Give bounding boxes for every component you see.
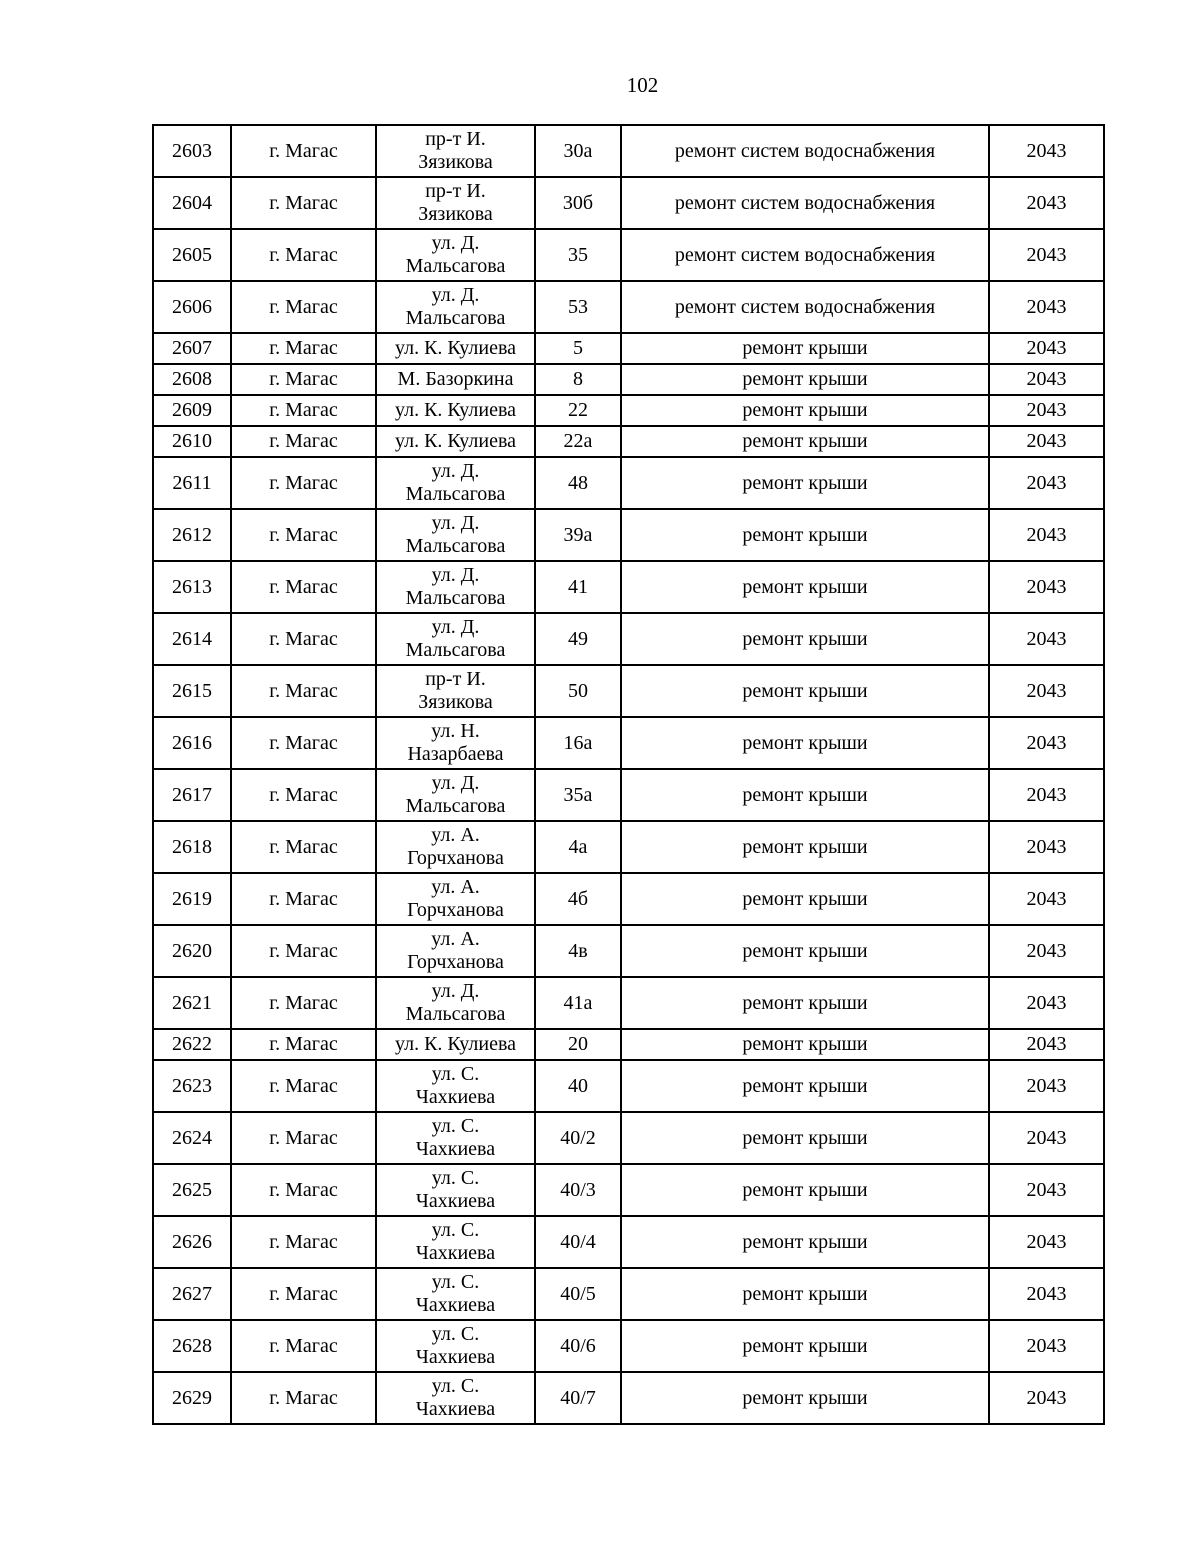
table-body (153, 125, 1104, 1424)
street-line: Мальсагова (405, 587, 506, 609)
table-row (153, 925, 1104, 977)
table-row (153, 613, 1104, 665)
cell-house: 35 (535, 229, 621, 281)
cell-city: г. Магас (231, 613, 376, 665)
cell-year: 2043 (989, 561, 1104, 613)
street-line: Чахкиева (415, 1242, 496, 1264)
cell-city: г. Магас (231, 561, 376, 613)
cell-street (376, 1372, 535, 1424)
cell-street (376, 125, 535, 177)
cell-street (376, 426, 535, 457)
cell-number: 2612 (153, 509, 231, 561)
cell-work-type: ремонт крыши (621, 613, 989, 665)
cell-city: г. Магас (231, 977, 376, 1029)
cell-year: 2043 (989, 977, 1104, 1029)
street-line: ул. А. (431, 876, 480, 898)
street-line: пр-т И. (425, 668, 486, 690)
street-line: Чахкиева (415, 1294, 496, 1316)
table-row (153, 229, 1104, 281)
cell-work-type: ремонт крыши (621, 1112, 989, 1164)
table-row (153, 1060, 1104, 1112)
cell-work-type: ремонт крыши (621, 1320, 989, 1372)
cell-year: 2043 (989, 1268, 1104, 1320)
street-line: ул. Д. (431, 980, 480, 1002)
cell-number: 2627 (153, 1268, 231, 1320)
street-line: ул. С. (431, 1271, 480, 1293)
cell-year: 2043 (989, 1164, 1104, 1216)
cell-house: 53 (535, 281, 621, 333)
street-line: Чахкиева (415, 1346, 496, 1368)
street-line: Горчханова (407, 847, 504, 869)
cell-work-type: ремонт крыши (621, 1029, 989, 1060)
street-line: М. Базоркина (397, 368, 514, 390)
cell-year: 2043 (989, 457, 1104, 509)
street-line: Чахкиева (415, 1190, 496, 1212)
street-line: Зязикова (418, 151, 493, 173)
cell-work-type: ремонт крыши (621, 873, 989, 925)
cell-number: 2615 (153, 665, 231, 717)
street-line: ул. Н. (431, 720, 480, 742)
cell-year: 2043 (989, 925, 1104, 977)
street-line: Мальсагова (405, 639, 506, 661)
cell-year: 2043 (989, 1216, 1104, 1268)
cell-work-type: ремонт крыши (621, 364, 989, 395)
cell-house: 50 (535, 665, 621, 717)
table-row (153, 457, 1104, 509)
cell-number: 2622 (153, 1029, 231, 1060)
cell-street (376, 977, 535, 1029)
cell-city: г. Магас (231, 395, 376, 426)
cell-house: 41 (535, 561, 621, 613)
cell-year: 2043 (989, 769, 1104, 821)
street-line: ул. К. Кулиева (394, 399, 516, 421)
street-line: Зязикова (418, 691, 493, 713)
cell-number: 2618 (153, 821, 231, 873)
street-line: ул. Д. (431, 564, 480, 586)
street-line: Мальсагова (405, 795, 506, 817)
cell-year: 2043 (989, 125, 1104, 177)
street-line: Чахкиева (415, 1086, 496, 1108)
cell-city: г. Магас (231, 1060, 376, 1112)
cell-year: 2043 (989, 177, 1104, 229)
table-row (153, 395, 1104, 426)
street-line: ул. Д. (431, 284, 480, 306)
cell-number: 2608 (153, 364, 231, 395)
street-line: ул. Д. (431, 460, 480, 482)
table-row (153, 769, 1104, 821)
cell-city: г. Магас (231, 1320, 376, 1372)
cell-city: г. Магас (231, 457, 376, 509)
cell-year: 2043 (989, 665, 1104, 717)
cell-street (376, 1268, 535, 1320)
table-row (153, 821, 1104, 873)
cell-work-type: ремонт крыши (621, 665, 989, 717)
street-line: Назарбаева (407, 743, 504, 765)
cell-street (376, 1029, 535, 1060)
cell-house: 5 (535, 333, 621, 364)
table-row (153, 873, 1104, 925)
cell-work-type: ремонт крыши (621, 1216, 989, 1268)
cell-street (376, 281, 535, 333)
cell-city: г. Магас (231, 1268, 376, 1320)
cell-year: 2043 (989, 717, 1104, 769)
street-line: Мальсагова (405, 535, 506, 557)
cell-house: 8 (535, 364, 621, 395)
cell-year: 2043 (989, 395, 1104, 426)
street-line: ул. С. (431, 1375, 480, 1397)
table-row (153, 1112, 1104, 1164)
cell-number: 2614 (153, 613, 231, 665)
street-line: ул. К. Кулиева (394, 337, 516, 359)
cell-city: г. Магас (231, 177, 376, 229)
street-line: Зязикова (418, 203, 493, 225)
cell-city: г. Магас (231, 925, 376, 977)
street-line: ул. Д. (431, 772, 480, 794)
street-line: ул. А. (431, 824, 480, 846)
cell-work-type: ремонт систем водоснабжения (621, 125, 989, 177)
cell-street (376, 561, 535, 613)
cell-number: 2607 (153, 333, 231, 364)
cell-house: 40/4 (535, 1216, 621, 1268)
street-line: Горчханова (407, 951, 504, 973)
cell-house: 49 (535, 613, 621, 665)
street-line: ул. С. (431, 1167, 480, 1189)
cell-work-type: ремонт крыши (621, 1060, 989, 1112)
cell-street (376, 1216, 535, 1268)
table-row (153, 717, 1104, 769)
cell-house: 40/6 (535, 1320, 621, 1372)
cell-work-type: ремонт крыши (621, 395, 989, 426)
street-line: пр-т И. (425, 128, 486, 150)
cell-work-type: ремонт систем водоснабжения (621, 229, 989, 281)
cell-number: 2603 (153, 125, 231, 177)
cell-year: 2043 (989, 1372, 1104, 1424)
cell-number: 2610 (153, 426, 231, 457)
cell-city: г. Магас (231, 229, 376, 281)
cell-number: 2613 (153, 561, 231, 613)
cell-house: 40/7 (535, 1372, 621, 1424)
cell-number: 2621 (153, 977, 231, 1029)
cell-house: 40/2 (535, 1112, 621, 1164)
cell-city: г. Магас (231, 1372, 376, 1424)
table-row (153, 125, 1104, 177)
cell-city: г. Магас (231, 1029, 376, 1060)
cell-work-type: ремонт крыши (621, 426, 989, 457)
cell-number: 2619 (153, 873, 231, 925)
cell-work-type: ремонт крыши (621, 457, 989, 509)
table-row (153, 665, 1104, 717)
cell-year: 2043 (989, 1029, 1104, 1060)
cell-work-type: ремонт крыши (621, 509, 989, 561)
street-line: ул. А. (431, 928, 480, 950)
cell-work-type: ремонт крыши (621, 821, 989, 873)
cell-number: 2620 (153, 925, 231, 977)
street-line: Мальсагова (405, 307, 506, 329)
cell-house: 20 (535, 1029, 621, 1060)
cell-street (376, 821, 535, 873)
table-row (153, 1164, 1104, 1216)
cell-number: 2609 (153, 395, 231, 426)
street-line: ул. Д. (431, 512, 480, 534)
cell-city: г. Магас (231, 665, 376, 717)
table-row (153, 333, 1104, 364)
cell-city: г. Магас (231, 1164, 376, 1216)
cell-year: 2043 (989, 281, 1104, 333)
cell-street (376, 665, 535, 717)
repair-schedule-table (152, 124, 1105, 1425)
cell-street (376, 395, 535, 426)
street-line: ул. С. (431, 1063, 480, 1085)
cell-street (376, 364, 535, 395)
cell-number: 2605 (153, 229, 231, 281)
cell-house: 22 (535, 395, 621, 426)
cell-city: г. Магас (231, 769, 376, 821)
cell-street (376, 1164, 535, 1216)
cell-work-type: ремонт крыши (621, 1268, 989, 1320)
street-line: ул. С. (431, 1323, 480, 1345)
table-row (153, 177, 1104, 229)
cell-street (376, 717, 535, 769)
street-line: пр-т И. (425, 180, 486, 202)
table-row (153, 281, 1104, 333)
table-row (153, 1029, 1104, 1060)
cell-year: 2043 (989, 364, 1104, 395)
cell-street (376, 769, 535, 821)
cell-number: 2606 (153, 281, 231, 333)
street-line: Мальсагова (405, 483, 506, 505)
street-line: Горчханова (407, 899, 504, 921)
cell-house: 40/5 (535, 1268, 621, 1320)
cell-street (376, 1112, 535, 1164)
cell-number: 2604 (153, 177, 231, 229)
street-line: ул. К. Кулиева (394, 1033, 516, 1055)
cell-year: 2043 (989, 509, 1104, 561)
cell-number: 2617 (153, 769, 231, 821)
cell-number: 2616 (153, 717, 231, 769)
cell-city: г. Магас (231, 333, 376, 364)
cell-year: 2043 (989, 821, 1104, 873)
cell-city: г. Магас (231, 1216, 376, 1268)
cell-year: 2043 (989, 426, 1104, 457)
cell-house: 30б (535, 177, 621, 229)
cell-city: г. Магас (231, 873, 376, 925)
cell-house: 35а (535, 769, 621, 821)
table-row (153, 509, 1104, 561)
table-row (153, 1216, 1104, 1268)
cell-city: г. Магас (231, 717, 376, 769)
cell-year: 2043 (989, 1320, 1104, 1372)
cell-number: 2629 (153, 1372, 231, 1424)
cell-street (376, 177, 535, 229)
cell-street (376, 925, 535, 977)
table-row (153, 977, 1104, 1029)
page-number: 102 (626, 73, 659, 97)
cell-work-type: ремонт крыши (621, 769, 989, 821)
cell-city: г. Магас (231, 364, 376, 395)
cell-number: 2623 (153, 1060, 231, 1112)
cell-city: г. Магас (231, 426, 376, 457)
cell-work-type: ремонт крыши (621, 717, 989, 769)
table-row (153, 426, 1104, 457)
cell-number: 2611 (153, 457, 231, 509)
cell-street (376, 1320, 535, 1372)
table-row (153, 1372, 1104, 1424)
cell-street (376, 613, 535, 665)
cell-year: 2043 (989, 1060, 1104, 1112)
cell-year: 2043 (989, 333, 1104, 364)
cell-street (376, 873, 535, 925)
street-line: ул. Д. (431, 232, 480, 254)
cell-street (376, 457, 535, 509)
cell-house: 4в (535, 925, 621, 977)
cell-house: 40/3 (535, 1164, 621, 1216)
street-line: Мальсагова (405, 1003, 506, 1025)
cell-work-type: ремонт крыши (621, 977, 989, 1029)
cell-number: 2624 (153, 1112, 231, 1164)
cell-work-type: ремонт систем водоснабжения (621, 281, 989, 333)
cell-number: 2626 (153, 1216, 231, 1268)
cell-year: 2043 (989, 229, 1104, 281)
cell-city: г. Магас (231, 125, 376, 177)
cell-street (376, 1060, 535, 1112)
cell-house: 4а (535, 821, 621, 873)
cell-year: 2043 (989, 613, 1104, 665)
cell-work-type: ремонт крыши (621, 1372, 989, 1424)
cell-city: г. Магас (231, 1112, 376, 1164)
street-line: ул. С. (431, 1219, 480, 1241)
cell-city: г. Магас (231, 281, 376, 333)
cell-street (376, 333, 535, 364)
street-line: ул. К. Кулиева (394, 430, 516, 452)
street-line: Мальсагова (405, 255, 506, 277)
cell-number: 2628 (153, 1320, 231, 1372)
cell-house: 22а (535, 426, 621, 457)
cell-work-type: ремонт крыши (621, 1164, 989, 1216)
cell-number: 2625 (153, 1164, 231, 1216)
cell-work-type: ремонт крыши (621, 561, 989, 613)
street-line: Чахкиева (415, 1138, 496, 1160)
cell-year: 2043 (989, 1112, 1104, 1164)
table-row (153, 1320, 1104, 1372)
cell-year: 2043 (989, 873, 1104, 925)
table-row (153, 1268, 1104, 1320)
cell-house: 16а (535, 717, 621, 769)
cell-city: г. Магас (231, 509, 376, 561)
cell-house: 41а (535, 977, 621, 1029)
cell-house: 48 (535, 457, 621, 509)
cell-house: 39а (535, 509, 621, 561)
cell-work-type: ремонт крыши (621, 925, 989, 977)
cell-street (376, 509, 535, 561)
street-line: Чахкиева (415, 1398, 496, 1420)
cell-city: г. Магас (231, 821, 376, 873)
cell-street (376, 229, 535, 281)
cell-work-type: ремонт систем водоснабжения (621, 177, 989, 229)
cell-work-type: ремонт крыши (621, 333, 989, 364)
table-row (153, 364, 1104, 395)
cell-house: 30а (535, 125, 621, 177)
cell-house: 40 (535, 1060, 621, 1112)
cell-house: 4б (535, 873, 621, 925)
street-line: ул. Д. (431, 616, 480, 638)
table-row (153, 561, 1104, 613)
street-line: ул. С. (431, 1115, 480, 1137)
